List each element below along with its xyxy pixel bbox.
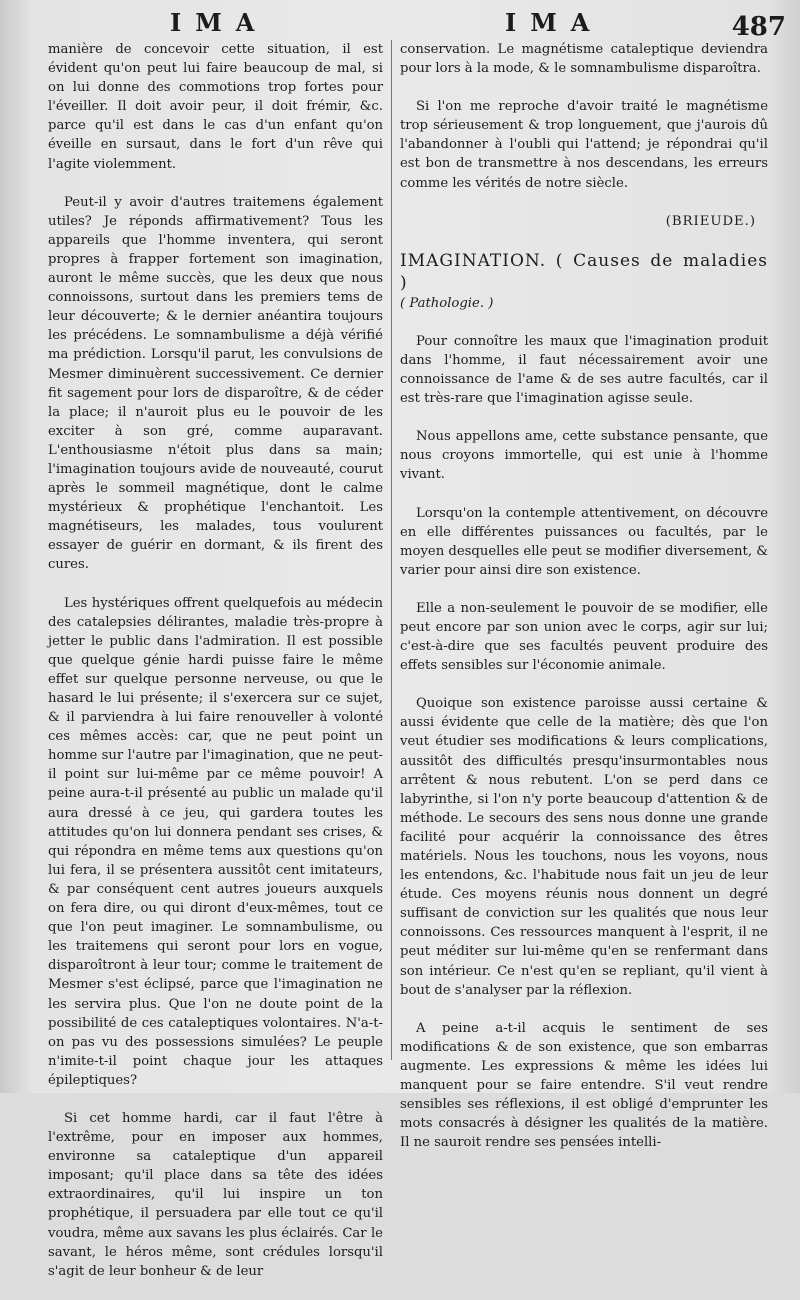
left-column: [48, 40, 383, 1300]
paragraph: Nous appellons ame, cette substance pensante, que nous croyons immortelle, qui est unie à l'homme vivant.: [400, 429, 768, 483]
paragraph: Si cet homme hardi, car il faut l'être à l'extrême, pour en imposer aux hommes, environne sa cataleptique d'un appareil imposant; qu'il place dans sa tête des idées extraordinaires, qu'il lui inspire un ton prophétique, il persuadera par elle tout ce qu'il voudra, même aux savans les plus éclairés. Car le savant, le héros même, sont crédules lorsqu'il s'agit de leur bonheur & de leur: [48, 1110, 383, 1279]
paragraph: Les hystériques offrent quelquefois au médecin des catalepsies délirantes, maladie très-propre à jetter le public dans l'admiration. Il est possible que quelque génie hardi puisse faire le même effet sur quelque personne nerveuse, ou que le hasard le lui présente; il s'exercera sur ce sujet, & il parviendra à lui faire renouveller à volonté ces mêmes accès: car, que ne peut point un homme sur l'autre par l'imagination, que ne peut-il point sur lui-même par ce même pouvoir! A peine aura-t-il présenté au public un malade qu'il aura dressé à ce jeu, qui gardera toutes les attitudes qu'on lui donnera pendant ses crises, & qui répondra en même tems aux questions qu'on lui fera, il se présentera aussitôt cent imitateurs, & par conséquent cent autres joueurs auxquels on fera dire, ou qui diront d'eux-mêmes, tout ce que l'on peut imaginer. Le somnambulisme, ou les traitemens qui seront pour lors en vogue, disparoîtront à leur tour; comme le traitement de Mesmer s'est éclipsé, parce que l'imagination ne les servira plus. Que l'on ne doute point de la possibilité de ces cataleptiques volontaires. N'a-t-on pas vu des possessions simulées? Le peuple n'imite-t-il point chaque jour les attaques épileptiques?: [48, 595, 383, 1088]
paragraph: Si l'on me reproche d'avoir traité le magnétisme trop sérieusement & trop longuement, que j'aurois dû l'abandonner à l'oubli qui l'attend; je répondrai qu'il est bon de transmettre à nos descendans, les erreurs comme les vérités de notre siècle.: [400, 99, 768, 191]
entry-title: IMAGINATION. ( Causes de maladies ): [400, 250, 768, 293]
paragraph: Quoique son existence paroisse aussi certaine & aussi évidente que celle de la matière; dès que l'on veut étudier ses modifications & leurs complications, aussitôt des difficultés presqu'insurmontables nous arrêtent & nous rebutent. L'on se perd dans ce labyrinthe, si l'on n'y porte beaucoup d'attention & de méthode. Le secours des sens nous donne une grande facilité pour acquérir la connoissance des êtres matériels. Nous les touchons, nous les voyons, nous les entendons, &c. l'habitude nous fait un jeu de leur étude. Ces moyens réunis nous donnent un degré suffisant de conviction sur les qualités que nous leur connoissons. Ces ressources manquent à l'esprit, il ne peut méditer sur lui-même qu'en se renfermant dans son intérieur. Ce n'est qu'en se repliant, qu'il vient à bout de s'analyser par la réflexion.: [400, 696, 768, 998]
right-column: [400, 40, 768, 1171]
entry-subtitle: ( Pathologie. ): [400, 295, 494, 311]
paragraph: manière de concevoir cette situation, il est évident qu'on peut lui faire beaucoup de mal, si on lui donne des commotions trop fortes pour l'éveiller. Il doit avoir peur, il doit frémir, &c. parce qu'il est dans le cas d'un enfant qu'on éveille en sursaut, dans le fort d'un rêve qui l'agite violemment.: [48, 42, 383, 172]
paragraph: Peut-il y avoir d'autres traitemens également utiles? Je réponds affirmativement? Tous les appareils que l'homme inventera, qui seront propres à frapper fortement son imagination, auront le même succès, que les deux que nous connoissons, surtout dans les premiers tems de leur découverte; & le dernier anéantira toujours les précédens. Le somnambulisme a déjà vérifié ma prédiction. Lorsqu'il parut, les convulsions de Mesmer diminuèrent successivement. Ce dernier fit sagement pour lors de disparoître, & de céder la place; il n'auroit plus eu le pouvoir de les exciter à son gré, comme auparavant. L'enthousiasme n'étoit plus dans sa main; l'imagination toujours avide de nouveauté, courut après le sommeil magnétique, dont le calme mystérieux & prophétique l'enchantoit. Les magnétiseurs, les malades, tous voulurent essayer de guérir en dormant, & ils firent des cures.: [48, 194, 383, 573]
paragraph: Pour connoître les maux que l'imagination produit dans l'homme, il faut nécessairement avoir une connoissance de l'ame & de ses autre facultés, car il est très-rare que l'imagination agisse seule.: [400, 333, 768, 407]
paragraph: Elle a non-seulement le pouvoir de se modifier, elle peut encore par son union avec le corps, agir sur lui; c'est-à-dire que ses facultés peuvent produire des effets sensibles sur l'économie animale.: [400, 600, 768, 674]
paragraph: A peine a-t-il acquis le sentiment de ses modifications & de son existence, que son embarras augmente. Les expressions & même les idées lui manquent pour se faire entendre. S'il veut rendre sensibles ses réflexions, il est obligé d'emprunter les mots consacrés à désigner les qualités de la matière. Il ne sauroit rendre ses pensées intelli-: [400, 1020, 768, 1151]
running-head-right: IMA: [505, 8, 604, 37]
column-divider: [391, 40, 392, 1060]
author-signature: (BRIEUDE.): [665, 213, 756, 229]
page-number: 487: [731, 12, 786, 42]
paragraph: conservation. Le magnétisme cataleptique deviendra pour lors à la mode, & le somnambulisme disparoîtra.: [400, 42, 768, 77]
running-head-left: IMA: [170, 8, 269, 37]
paragraph: Lorsqu'on la contemple attentivement, on découvre en elle différentes puissances ou facultés, par le moyen desquelles elle peut se modifier diversement, & varier pour ainsi dire son existence.: [400, 505, 768, 578]
